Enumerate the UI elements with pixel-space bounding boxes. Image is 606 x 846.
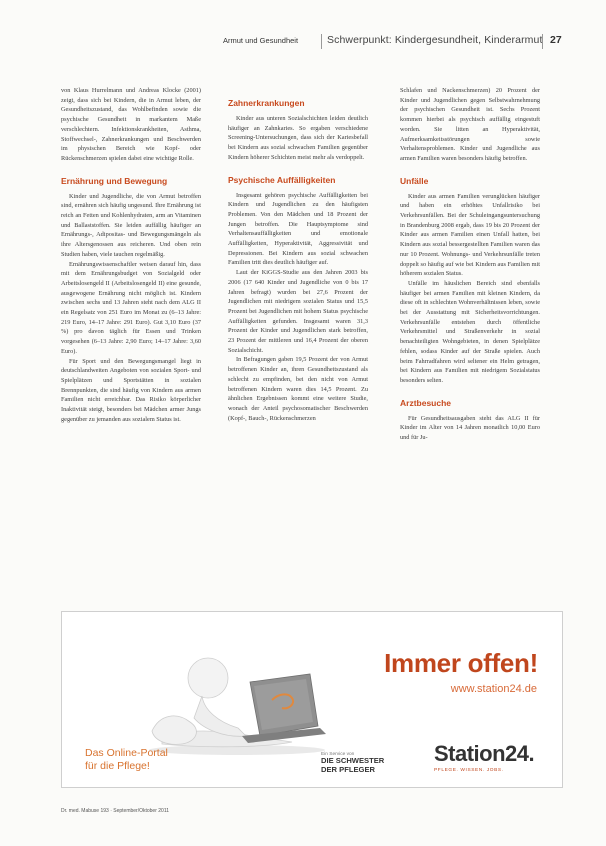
advertisement[interactable] [61,611,563,788]
paragraph: Kinder aus armen Familien verunglücken häufiger und haben ein erhöhtes Unfallrisiko bei Verkehrsunfällen. Bei der Schuleingangsuntersuchung in Brandenburg 2008 ergab, dass 19 bis 20 Prozent der Kinder aus armen Familien einen Unfall hatten, bei Kindern aus sozial bessergestellten Familien waren das nur 10 Prozent. Wohnungs- und Verkehrsunfälle treten doppelt so häufig auf wie bei Kindern aus Familien mit höherem sozialen Status. [400,192,540,278]
running-header [223,34,584,50]
page-footer: Dr. med. Mabuse 193 · September/Oktober 2011 [61,808,170,814]
header-divider [542,34,543,49]
paragraph: Kinder und Jugendliche, die von Armut betroffen sind, ernähren sich häufig ungesund. Ihre Ernährung ist reich an Fetten und Kohlenhydraten, arm an Vitaminen und Ballaststoffen. Sie leiden auffällig häufiger an Ernährungs-, Adipositas- und Bewegungsmängeln als ihre Altersgenossen aus reicheren. Und oben rein Studien haben, viele tauchen regelmäßig. [61,192,201,258]
paragraph: Insgesamt gehören psychische Auffälligkeiten bei Kindern und Jugendlichen zu den häufigsten Problemen. Von den Mädchen und 18 Prozent der Jungen betroffen. Die Hauptsymptome sind Verhaltensauffälligkeiten und emotionale Auffälligkeiten, Hyperaktivität, Aggressivität und Depressionen. Bei Kindern aus sozial schwachen Familien tritt dies deutlich häufiger auf. [228,191,368,267]
paragraph: Für Gesundheitsausgaben steht das ALG II für Kinder im Alter von 14 Jahren monatlich 10,00 Euro und für Ju- [400,414,540,442]
paragraph: In Befragungen gaben 19,5 Prozent der von Armut betroffenen Kinder an, ihren Gesundheitszustand als schlecht zu empfinden, bei den nicht von Armut betroffenen Kindern waren dies 14,5 Prozent. Zu ähnlichen Ergebnissen kommt eine weitere Studie, wonach der Anteil psychosomatischer Beschwerden (Kopf-, Bauch-, Rückenschmerzen [228,356,368,422]
paragraph: Ernährungswissenschaftler weisen darauf hin, dass mit dem Ernährungsbudget von Sozialgeld oder Arbeitslosengeld II (Arbeitslosengeld II) eine gesunde, ausgewogene Ernährung nicht möglich ist. Kindern zwischen sechs und 13 Jahren steht nach dem ALG II ein Regelsatz von 251 Euro im Monat zu (6–13 Jahre: 219 Euro, 14–17 Jahre: 291 Euro). Gut 3,10 Euro (37 %) pro davon täglich für Essen und Trinken vorgesehen (6–13 Jahre: 2,90 Euro; 14–17 Jahre: 3,60 Euro). [61,260,201,355]
paragraph: Kinder aus unteren Sozialschichten leiden deutlich häufiger an Zahnkaries. So ergaben verschiedene Screening-Untersuchungen, dass sich der Kariesbefall bei Kindern aus sozial schwachen Familien gegenüber Kindern höherer Schichten meist mehr als verdoppelt. [228,115,368,161]
ad-brand-tagline: PFLEGE. WISSEN. JOBS. [434,768,504,773]
ad-partner-name: DIE SCHWESTER DER PFLEGER [321,756,385,774]
header-divider [321,34,322,49]
text-column-1 [61,86,201,425]
section-heading: Zahnerkrankungen [228,98,305,108]
figure-with-laptop-illustration [142,626,332,756]
page-number: 27 [550,34,562,46]
ad-url-link[interactable]: www.station24.de [450,683,537,695]
ad-brand-name: Station24. [434,741,535,766]
text-column-3 [400,86,540,443]
ad-slogan-line: Das Online-Portal [85,747,168,759]
paragraph: Schlafen und Nackenschmerzen) 20 Prozent der Kinder und Jugendlichen gegen Selbstwahrnehmung der psychischen Gesundheit ist. Sechs Prozent kommen hierbei als psychisch auffällig eingestuft worden. Sie litten an Hyperaktivität, Aufmerksamkeitsstörungen sowie Verhaltensproblemen. Kinder und Jugendliche aus armen Familien waren besonders häufig betroffen. [400,87,540,162]
ad-headline: Immer offen! [384,648,538,678]
ad-slogan-line: für die Pflege! [85,760,150,772]
section-heading: Psychische Auffälligkeiten [228,174,336,185]
header-topic: Schwerpunkt: Kindergesundheit, Kinderarmut [327,34,543,46]
section-heading: Unfälle [400,175,429,186]
paragraph: Für Sport und den Bewegungsmangel liegt in deutschlandweiten Angeboten von sozialen Sport- und Spielplätzen und Sportstätten in sozialen Brennpunkten, die sind häufig von Kindern aus armen Familien nicht erreichbar. Das Risiko körperlicher Inaktivität steigt, besonders bei Mädchen armer Jungs gegenüber zu jemanden aus sozialem Status ist. [61,357,201,423]
ad-brand-logo [434,741,534,773]
text-column-2 [228,92,368,423]
paragraph: Laut der KiGGS-Studie aus den Jahren 2003 bis 2006 (17 640 Kinder und Jugendliche von 0 bis 17 Jahren befragt) wurden bei 27,6 Prozent der Jugendlichen mit niedrigem sozialen Status und 15,5 Prozent bei Jugendlichen mit hohem Status psychische Auffälligkeiten gefunden. Insgesamt waren 31,3 Prozent der Kinder und Jugendlichen stark betroffen, 23 Prozent der mittleren und 16,4 Prozent der oberen Sozialschicht. [228,269,368,354]
section-heading: Ernährung und Bewegung [61,175,168,186]
header-section-label: Armut und Gesundheit [223,36,299,45]
ad-partner-caption: Ein Service von [321,752,355,757]
paragraph: Unfälle im häuslichen Bereich sind ebenfalls häufiger bei armen Familien mit kleinen Kindern, da diese oft in schlechten Wohnverhältnissen leben, sowie bei der Ausstattung mit Sicherheitsvorrichtungen. Verkehrsunfälle entstehen durch öffentliche Verkehrsmittel und Straßenverkehr in sozial benachteiligten Wohngebieten, in denen Spielplätze fehlen, sodass Kinder auf der Straße spielen. Auch beim Fahrradfahren wird seltener ein Helm getragen, bei Kindern aus Familien mit niedrigem Sozialstatus besonders selten. [400,279,540,384]
ad-slogan [85,747,168,773]
ad-partner-logo [321,752,397,774]
paragraph: von Klaus Hurrelmann und Andreas Klocke (2001) zeigt, dass sich bei Kindern, die in Armut leben, der Gesundheitszustand, das Wohlbefinden sowie die psychische Gesundheit in markantem Maße verschlechtern. Infektionskrankheiten, Asthma, Stoffwechsel-, Zahnerkrankungen und Beschwerden im physischen Bereich wie Kopf- oder Rückenschmerzen spielen dabei eine wichtige Rolle. [61,87,201,162]
section-heading: Arztbesuche [400,397,452,408]
